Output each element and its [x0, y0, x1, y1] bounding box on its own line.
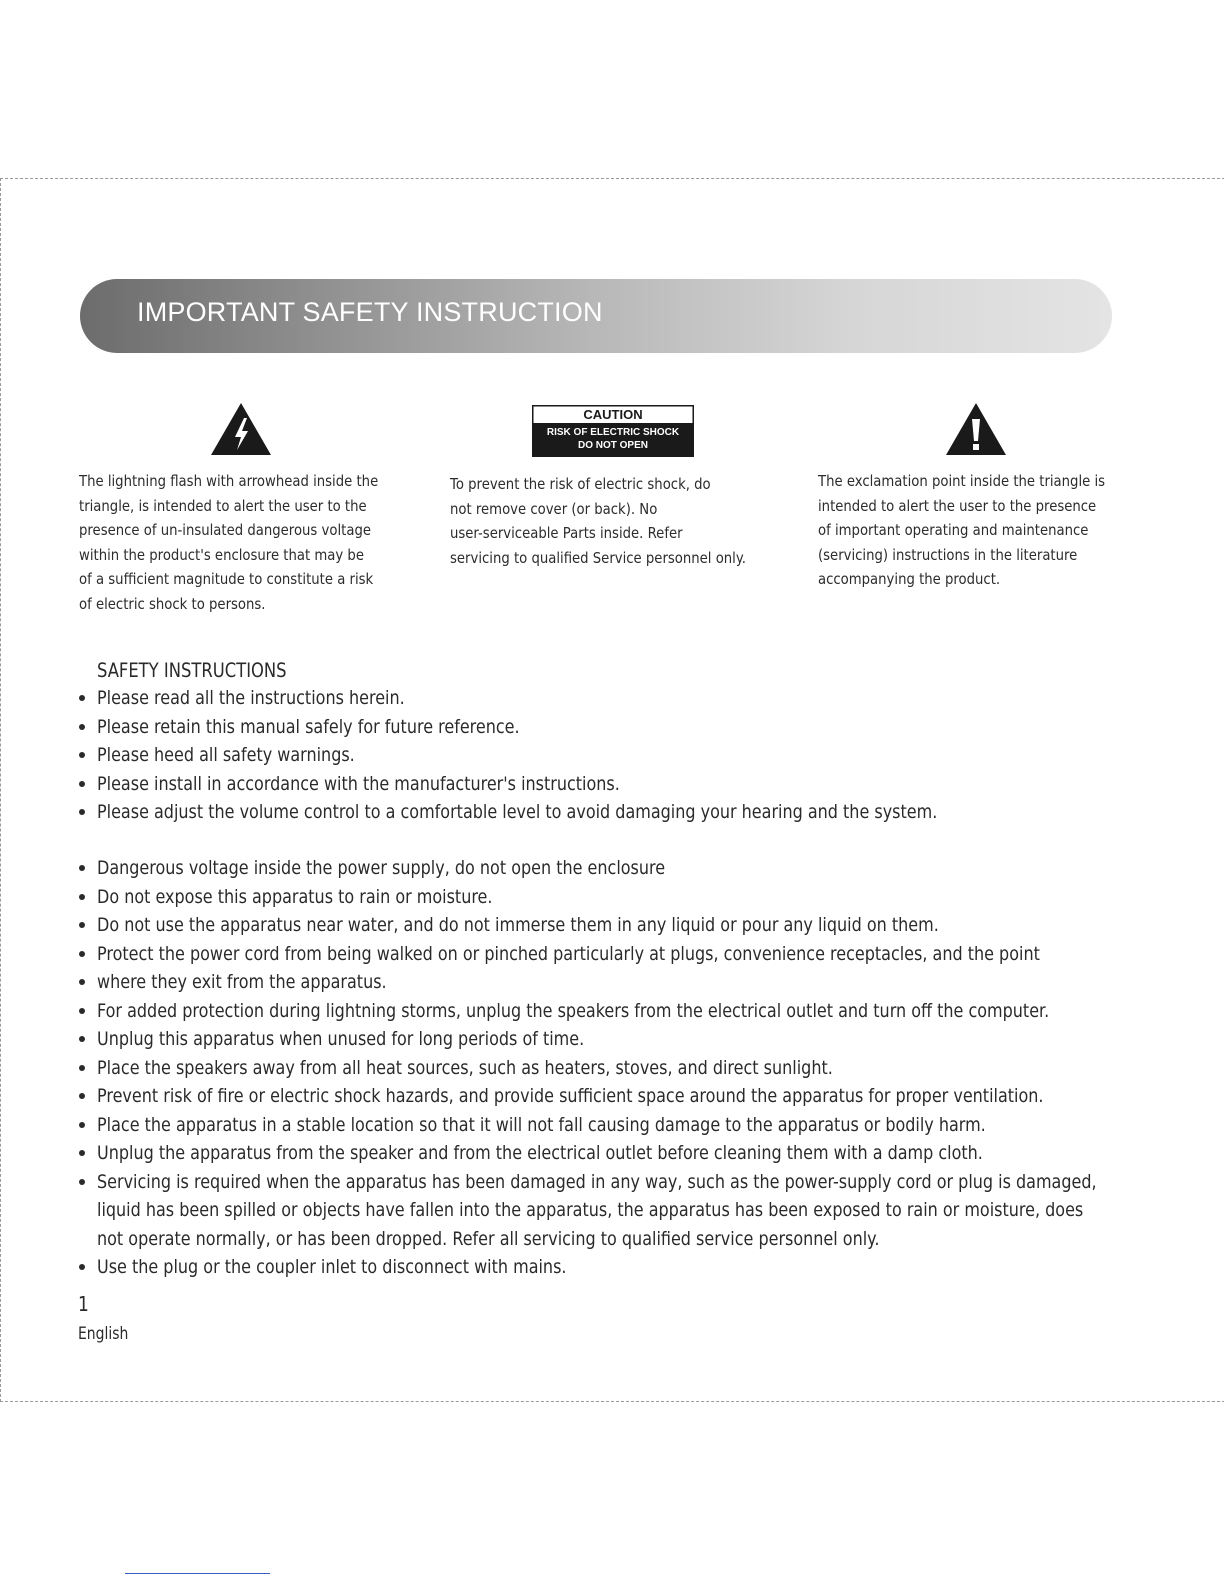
list-item-line: Use the plug or the coupler inlet to disconnect with mains.: [97, 1256, 567, 1278]
list-item: [79, 1025, 1224, 1054]
list-item-line: Do not expose this apparatus to rain or moisture.: [97, 885, 493, 908]
list-item-line: not operate normally, or has been dropped. Refer all servicing to qualified service personnel only.: [97, 1227, 880, 1250]
safety-list-hazards: [79, 854, 1224, 1282]
list-item-line: Unplug this apparatus when unused for long periods of time.: [97, 1028, 585, 1050]
bullet-icon: [79, 1036, 85, 1042]
list-item-text: [97, 684, 937, 713]
lightning-triangle-icon: [210, 402, 272, 456]
list-item-line: Prevent risk of fire or electric shock hazards, and provide sufficient space around the apparatus for proper ventilation.: [97, 1085, 1044, 1107]
text-line: (servicing) instructions in the literature: [818, 545, 1078, 564]
list-item: [79, 997, 1224, 1026]
bullet-icon: [79, 752, 85, 758]
list-item: [79, 684, 1095, 713]
text-line: intended to alert the user to the presence: [818, 496, 1097, 515]
bullet-icon: [79, 695, 85, 701]
exclamation-description: [818, 469, 1105, 592]
list-item-text: [97, 1139, 1097, 1168]
list-item: [79, 1111, 1224, 1140]
list-item-text: [97, 1025, 1097, 1054]
list-item: [79, 1168, 1224, 1254]
safety-instructions-heading: SAFETY INSTRUCTIONS: [97, 659, 287, 682]
list-item: [79, 883, 1224, 912]
list-item-text: [97, 1111, 1097, 1140]
list-item-text: [97, 940, 1097, 969]
list-item-line: Please heed all safety warnings.: [97, 744, 355, 766]
bullet-icon: [79, 1179, 85, 1185]
bullet-icon: [79, 1264, 85, 1270]
list-item-line: Protect the power cord from being walked on or pinched particularly at plugs, convenience receptacles, and the point: [97, 942, 1040, 965]
bullet-icon: [79, 951, 85, 957]
text-line: of important operating and maintenance: [818, 521, 1089, 539]
list-item: [79, 1082, 1224, 1111]
list-item: [79, 741, 1095, 770]
bullet-icon: [79, 894, 85, 900]
exclamation-triangle-icon: [945, 402, 1007, 456]
bullet-icon: [79, 809, 85, 815]
text-line: user-serviceable Parts inside. Refer: [450, 524, 683, 542]
list-item: [79, 1054, 1224, 1083]
bullet-icon: [79, 724, 85, 730]
bullet-icon: [79, 781, 85, 787]
bullet-icon: [79, 979, 85, 985]
text-line: presence of un-insulated dangerous voltage: [79, 521, 371, 539]
text-line: The exclamation point inside the triangle is: [818, 472, 1106, 490]
list-item-line: Servicing is required when the apparatus has been damaged in any way, such as the power-supply cord or plug is damaged,: [97, 1170, 1097, 1193]
list-item-line: Do not use the apparatus near water, and do not immerse them in any liquid or pour any liquid on them.: [97, 914, 939, 936]
list-item: [79, 968, 1224, 997]
list-item-line: For added protection during lightning storms, unplug the speakers from the electrical outlet and turn off the computer.: [97, 999, 1050, 1022]
caution-label-icon: [532, 405, 694, 457]
text-line: accompanying the product.: [818, 570, 1001, 588]
list-item-line: Place the speakers away from all heat sources, such as heaters, stoves, and direct sunlight.: [97, 1056, 833, 1079]
list-item-text: [97, 713, 937, 742]
list-item-text: [97, 854, 1097, 883]
text-line: of a sufficient magnitude to constitute a risk: [79, 570, 374, 588]
caution-line-2: DO NOT OPEN: [577, 440, 649, 451]
list-item-text: [97, 741, 937, 770]
list-item-text: [97, 1082, 1097, 1111]
list-item: [79, 1253, 1224, 1282]
text-line: The lightning flash with arrowhead inside the: [79, 472, 379, 490]
list-item-line: liquid has been spilled or objects have fallen into the apparatus, the apparatus has been exposed to rain or moisture, does: [97, 1199, 1084, 1221]
list-item-text: [97, 997, 1097, 1026]
lightning-description: [79, 469, 378, 616]
list-item-line: Unplug the apparatus from the speaker and from the electrical outlet before cleaning them with a damp cloth.: [97, 1142, 983, 1164]
list-item: [79, 854, 1224, 883]
text-line: of electric shock to persons.: [79, 594, 266, 613]
list-item-line: Dangerous voltage inside the power supply, do not open the enclosure: [97, 857, 666, 879]
text-line: To prevent the risk of electric shock, do: [450, 475, 711, 493]
footer-divider: [125, 1573, 270, 1574]
list-item: [79, 770, 1095, 799]
list-item-line: Please install in accordance with the manufacturer's instructions.: [97, 772, 620, 795]
list-item-line: Please adjust the volume control to a comfortable level to avoid damaging your hearing and the system.: [97, 801, 938, 823]
list-item: [79, 713, 1095, 742]
list-item: [79, 940, 1224, 969]
list-item-line: Please read all the instructions herein.: [97, 687, 405, 709]
bullet-icon: [79, 1065, 85, 1071]
list-item-line: Please retain this manual safely for future reference.: [97, 715, 520, 738]
list-item-text: [97, 883, 1097, 912]
text-line: triangle, is intended to alert the user to the: [79, 496, 367, 515]
list-item-text: [97, 968, 1097, 997]
text-line: within the product's enclosure that may be: [79, 545, 364, 564]
page-number: 1: [78, 1292, 89, 1316]
page-title: IMPORTANT SAFETY INSTRUCTION: [137, 297, 603, 327]
list-item: [79, 911, 1224, 940]
list-item: [79, 1139, 1224, 1168]
bullet-icon: [79, 1093, 85, 1099]
list-item-text: [97, 911, 1097, 940]
section-header-bar: [80, 279, 1112, 353]
bullet-icon: [79, 1150, 85, 1156]
list-item-line: where they exit from the apparatus.: [97, 971, 387, 993]
bullet-icon: [79, 865, 85, 871]
bullet-icon: [79, 1008, 85, 1014]
list-item-text: [97, 1253, 1097, 1282]
safety-list-general: [79, 684, 1095, 827]
caution-description: [450, 472, 746, 570]
list-item-line: Place the apparatus in a stable location so that it will not fall causing damage to the apparatus or bodily harm.: [97, 1113, 986, 1136]
bullet-icon: [79, 1122, 85, 1128]
list-item-text: [97, 1054, 1097, 1083]
text-line: not remove cover (or back). No: [450, 499, 658, 518]
bullet-icon: [79, 922, 85, 928]
text-line: servicing to qualified Service personnel only.: [450, 548, 747, 567]
caution-line-1: RISK OF ELECTRIC SHOCK: [546, 427, 680, 438]
list-item-text: [97, 770, 937, 799]
list-item-text: [97, 1168, 1097, 1254]
language-label: English: [78, 1324, 129, 1344]
list-item: [79, 798, 1095, 827]
caution-title: CAUTION: [583, 407, 643, 422]
list-item-text: [97, 798, 937, 827]
